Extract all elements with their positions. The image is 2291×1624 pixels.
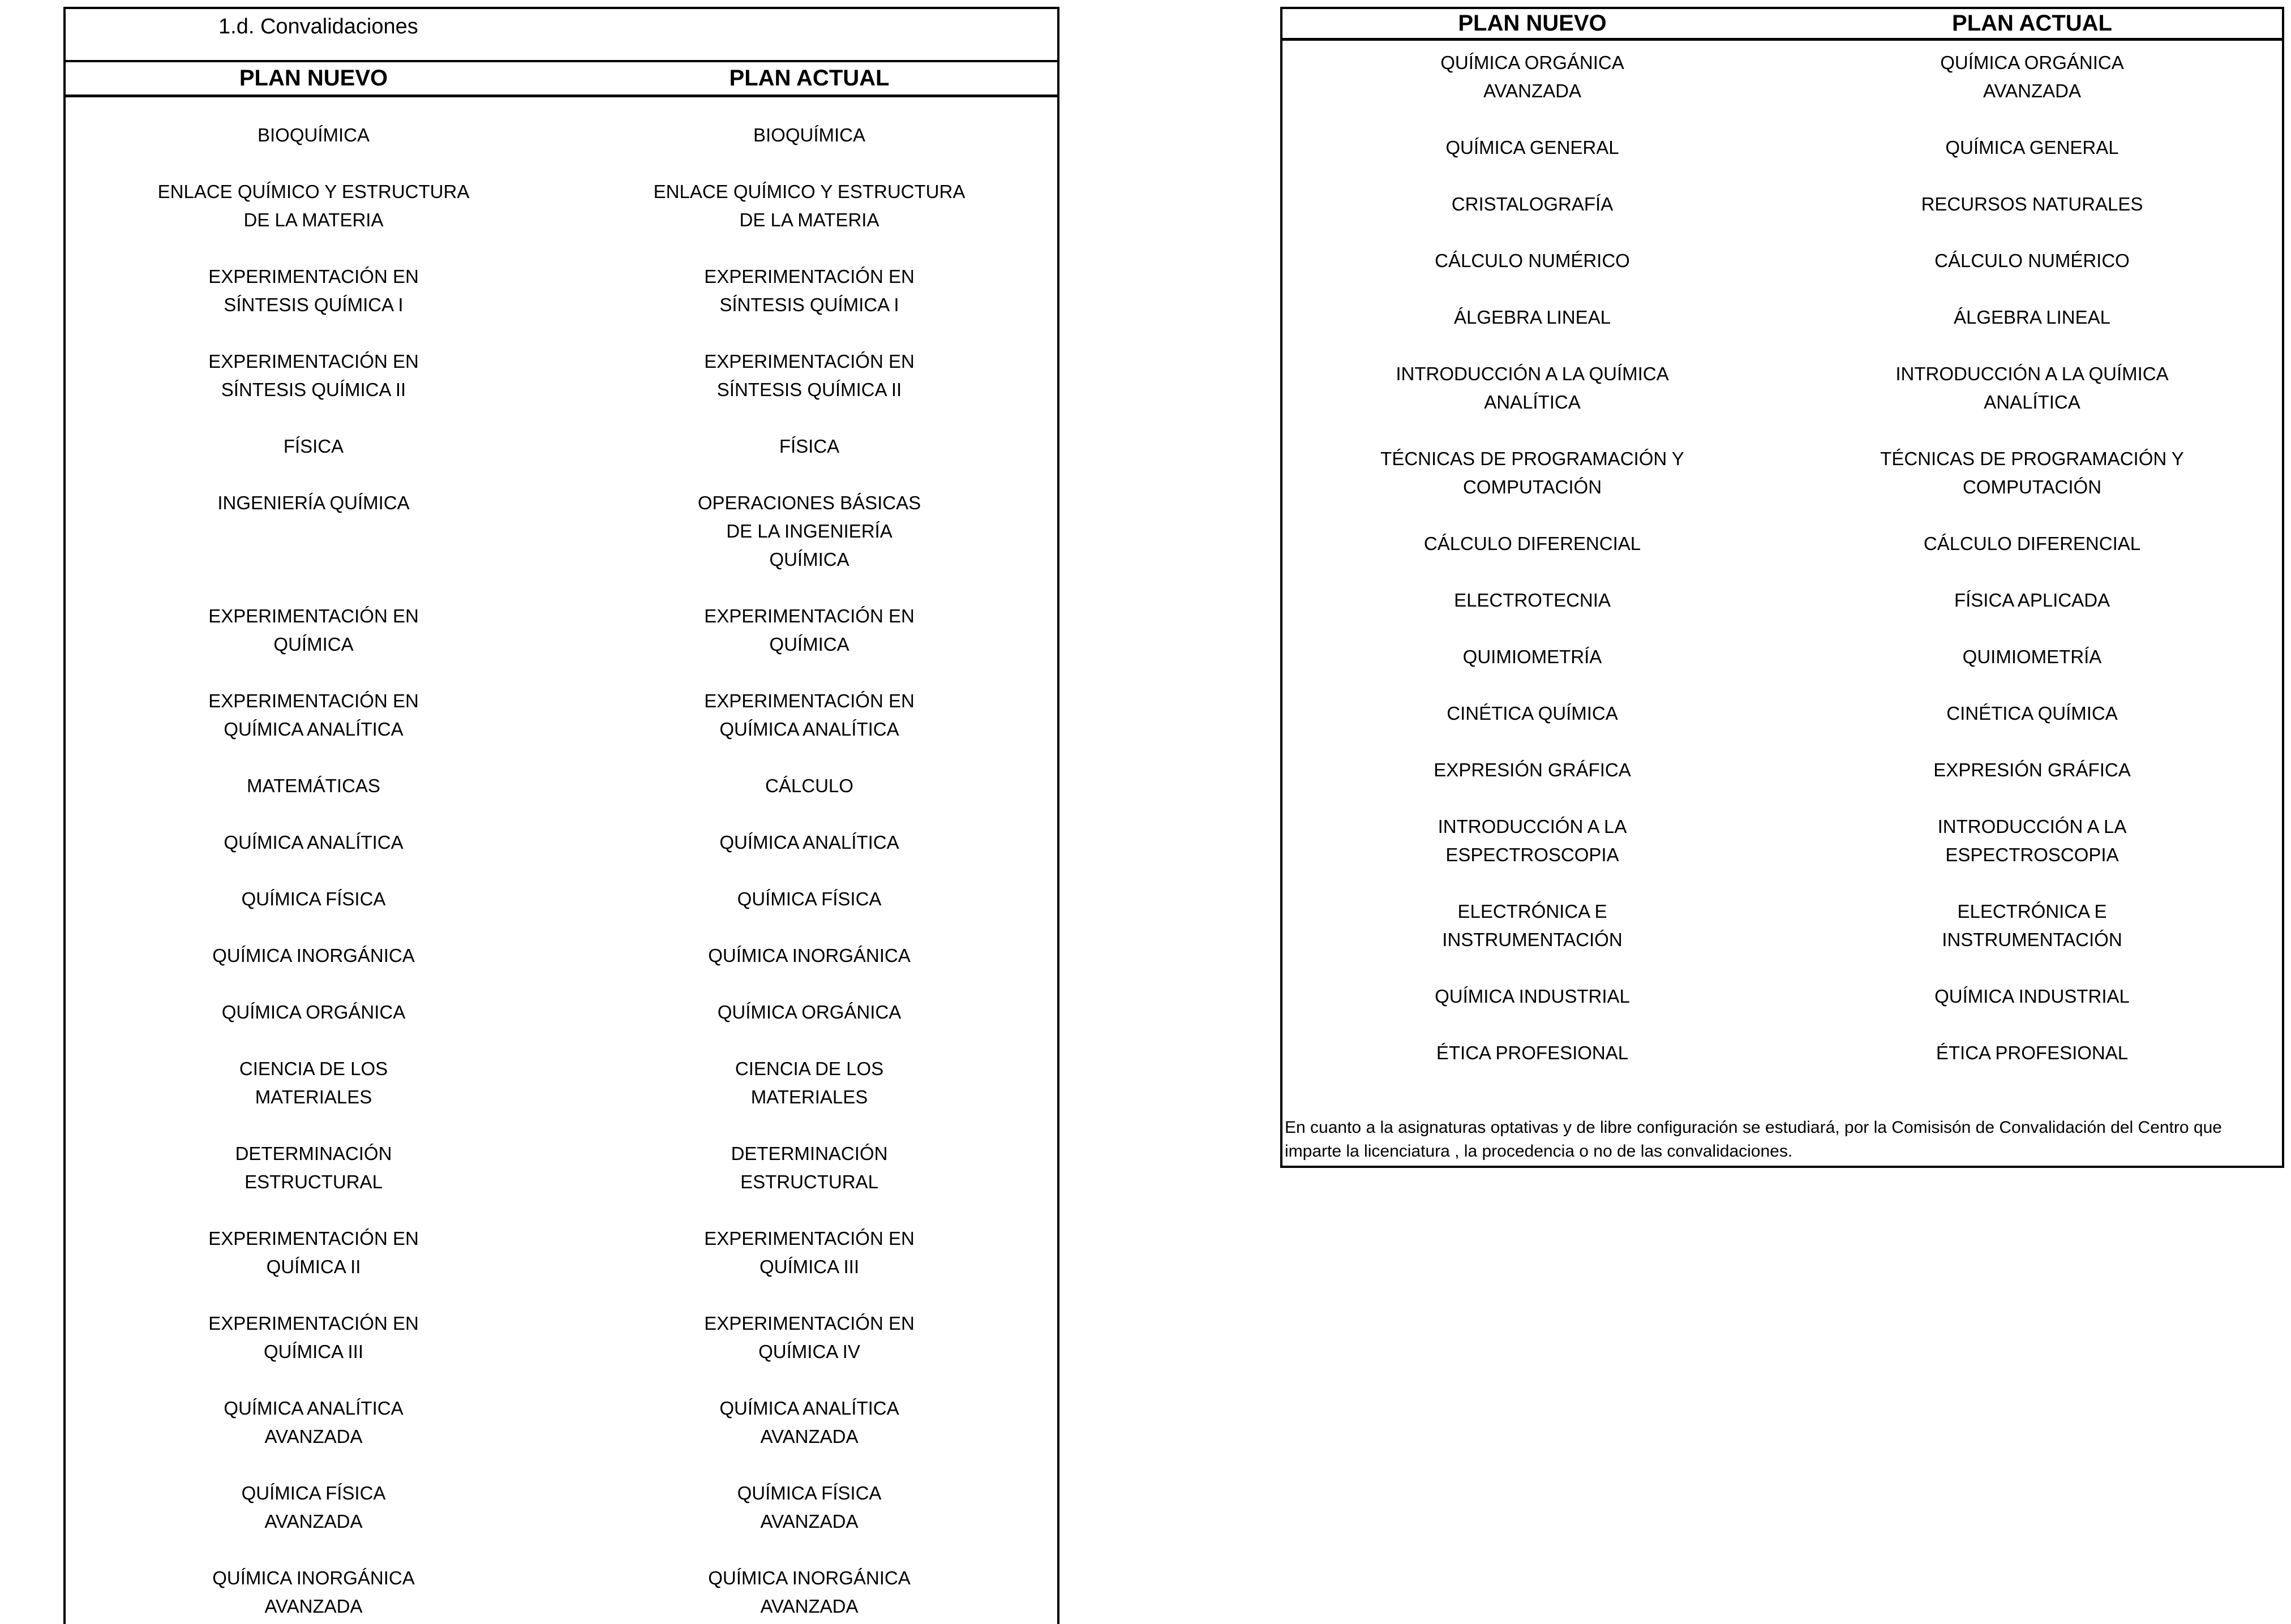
cell-plan-nuevo: INGENIERÍA QUÍMICA: [217, 492, 410, 513]
left-convalidation-table: [63, 7, 1059, 1624]
table-row: [66, 489, 1057, 574]
cell-plan-nuevo: EXPERIMENTACIÓN EN QUÍMICA III: [208, 1313, 419, 1362]
table-row: [66, 1140, 1057, 1196]
cell-plan-nuevo: QUÍMICA ANALÍTICA: [224, 832, 404, 853]
cell-plan-nuevo: CIENCIA DE LOS MATERIALES: [239, 1058, 388, 1107]
cell-plan-actual: QUÍMICA GENERAL: [1945, 137, 2119, 158]
cell-plan-nuevo: ELECTROTECNIA: [1454, 590, 1611, 611]
cell-plan-nuevo: QUÍMICA INORGÁNICA AVANZADA: [212, 1567, 415, 1617]
table-row: [1282, 134, 2282, 162]
table-row: [1282, 190, 2282, 218]
cell-plan-actual: EXPRESIÓN GRÁFICA: [1933, 759, 2131, 780]
table-row: [66, 1309, 1057, 1366]
cell-plan-nuevo: QUIMIOMETRÍA: [1462, 646, 1602, 667]
cell-plan-nuevo: EXPERIMENTACIÓN EN QUÍMICA ANALÍTICA: [208, 690, 419, 740]
cell-plan-nuevo: FÍSICA: [283, 436, 344, 457]
left-rows: [66, 97, 1057, 1621]
cell-plan-actual: EXPERIMENTACIÓN EN QUÍMICA IV: [704, 1313, 915, 1362]
table-row: [1282, 303, 2282, 332]
cell-plan-nuevo: QUÍMICA INDUSTRIAL: [1435, 986, 1630, 1007]
cell-plan-nuevo: ÁLGEBRA LINEAL: [1454, 307, 1611, 328]
footnote: En cuanto a la asignaturas optativas y de libre configuración se estudiará, por la Comisisón de Convalidación del Centro que imparte la licenciatura , la procedencia o no de las convalidaciones.: [1285, 1118, 2222, 1161]
table-row: [1282, 813, 2282, 869]
cell-plan-nuevo: DETERMINACIÓN ESTRUCTURAL: [235, 1143, 392, 1192]
cell-plan-actual: FÍSICA: [779, 436, 840, 457]
table-row: [1282, 360, 2282, 416]
cell-plan-nuevo: INTRODUCCIÓN A LA QUÍMICA ANALÍTICA: [1396, 363, 1669, 413]
cell-plan-nuevo: ENLACE QUÍMICO Y ESTRUCTURA DE LA MATERIA: [157, 181, 470, 230]
table-row: [66, 687, 1057, 744]
cell-plan-nuevo: BIOQUÍMICA: [257, 124, 370, 145]
cell-plan-actual: QUÍMICA ORGÁNICA: [717, 1002, 902, 1022]
table-row: [1282, 49, 2282, 105]
cell-plan-actual: QUÍMICA ANALÍTICA: [719, 832, 899, 853]
cell-plan-actual: ÉTICA PROFESIONAL: [1936, 1042, 2129, 1063]
table-row: [66, 263, 1057, 319]
cell-plan-nuevo: EXPRESIÓN GRÁFICA: [1434, 759, 1631, 780]
cell-plan-actual: EXPERIMENTACIÓN EN QUÍMICA ANALÍTICA: [704, 690, 915, 740]
header-plan-nuevo: PLAN NUEVO: [1458, 11, 1607, 36]
table-row: [66, 1055, 1057, 1111]
cell-plan-nuevo: EXPERIMENTACIÓN EN SÍNTESIS QUÍMICA I: [208, 266, 419, 315]
cell-plan-nuevo: QUÍMICA GENERAL: [1445, 137, 1619, 158]
cell-plan-actual: ELECTRÓNICA E INSTRUMENTACIÓN: [1942, 901, 2122, 950]
cell-plan-actual: QUÍMICA INORGÁNICA AVANZADA: [708, 1567, 911, 1617]
cell-plan-actual: DETERMINACIÓN ESTRUCTURAL: [731, 1143, 888, 1192]
header-plan-actual: PLAN ACTUAL: [729, 66, 890, 91]
header-plan-nuevo: PLAN NUEVO: [239, 66, 388, 91]
table-row: [1282, 247, 2282, 275]
cell-plan-nuevo: QUÍMICA ORGÁNICA AVANZADA: [1440, 52, 1624, 101]
cell-plan-nuevo: QUÍMICA FÍSICA: [241, 888, 386, 909]
cell-plan-actual: QUÍMICA ORGÁNICA AVANZADA: [1940, 52, 2124, 101]
right-rows: [1282, 41, 2282, 1067]
table-row: [1282, 1039, 2282, 1067]
table-row: [66, 942, 1057, 970]
table-row: [1282, 530, 2282, 558]
table-row: [1282, 897, 2282, 954]
cell-plan-nuevo: CINÉTICA QUÍMICA: [1447, 703, 1618, 724]
cell-plan-nuevo: EXPERIMENTACIÓN EN SÍNTESIS QUÍMICA II: [208, 351, 419, 400]
table-row: [66, 1479, 1057, 1536]
cell-plan-actual: CÁLCULO DIFERENCIAL: [1923, 533, 2141, 554]
cell-plan-nuevo: QUÍMICA FÍSICA AVANZADA: [241, 1483, 386, 1532]
table-row: [1282, 586, 2282, 615]
table-row: [66, 602, 1057, 659]
cell-plan-actual: QUIMIOMETRÍA: [1962, 646, 2102, 667]
right-convalidation-table: [1280, 7, 2284, 1168]
cell-plan-actual: ÁLGEBRA LINEAL: [1954, 307, 2110, 328]
cell-plan-actual: QUÍMICA INORGÁNICA: [708, 945, 911, 966]
cell-plan-actual: CÁLCULO: [765, 775, 853, 796]
cell-plan-nuevo: TÉCNICAS DE PROGRAMACIÓN Y COMPUTACIÓN: [1380, 448, 1684, 497]
cell-plan-nuevo: ÉTICA PROFESIONAL: [1436, 1042, 1629, 1063]
cell-plan-actual: EXPERIMENTACIÓN EN SÍNTESIS QUÍMICA II: [704, 351, 915, 400]
cell-plan-actual: CIENCIA DE LOS MATERIALES: [735, 1058, 884, 1107]
cell-plan-actual: RECURSOS NATURALES: [1921, 194, 2143, 214]
cell-plan-nuevo: EXPERIMENTACIÓN EN QUÍMICA II: [208, 1228, 419, 1277]
cell-plan-nuevo: ELECTRÓNICA E INSTRUMENTACIÓN: [1442, 901, 1623, 950]
table-row: [66, 347, 1057, 404]
cell-plan-nuevo: INTRODUCCIÓN A LA ESPECTROSCOPIA: [1438, 816, 1627, 865]
table-row: [66, 178, 1057, 234]
cell-plan-actual: EXPERIMENTACIÓN EN QUÍMICA: [704, 605, 915, 655]
cell-plan-actual: CINÉTICA QUÍMICA: [1946, 703, 2118, 724]
cell-plan-nuevo: QUÍMICA ANALÍTICA AVANZADA: [224, 1398, 404, 1447]
table-row: [66, 1394, 1057, 1451]
table-row: [66, 885, 1057, 913]
table-row: [1282, 982, 2282, 1011]
cell-plan-nuevo: MATEMÁTICAS: [247, 775, 380, 796]
cell-plan-actual: BIOQUÍMICA: [753, 124, 866, 145]
table-row: [66, 998, 1057, 1026]
cell-plan-nuevo: CÁLCULO DIFERENCIAL: [1423, 533, 1641, 554]
table-row: [66, 828, 1057, 857]
cell-plan-actual: INTRODUCCIÓN A LA QUÍMICA ANALÍTICA: [1895, 363, 2169, 413]
table-row: [66, 1225, 1057, 1281]
cell-plan-actual: TÉCNICAS DE PROGRAMACIÓN Y COMPUTACIÓN: [1880, 448, 2184, 497]
cell-plan-actual: QUÍMICA FÍSICA: [737, 888, 882, 909]
cell-plan-actual: EXPERIMENTACIÓN EN QUÍMICA III: [704, 1228, 915, 1277]
cell-plan-nuevo: EXPERIMENTACIÓN EN QUÍMICA: [208, 605, 419, 655]
table-row: [1282, 699, 2282, 728]
table-row: [1282, 756, 2282, 784]
cell-plan-actual: ENLACE QUÍMICO Y ESTRUCTURA DE LA MATERIA: [653, 181, 966, 230]
cell-plan-actual: INTRODUCCIÓN A LA ESPECTROSCOPIA: [1937, 816, 2127, 865]
table-row: [1282, 445, 2282, 501]
cell-plan-actual: QUÍMICA INDUSTRIAL: [1934, 986, 2130, 1007]
table-row: [66, 121, 1057, 149]
table-row: [66, 432, 1057, 461]
cell-plan-actual: FÍSICA APLICADA: [1954, 590, 2110, 611]
table-row: [66, 1564, 1057, 1621]
left-column-headers: [66, 62, 1057, 97]
header-plan-actual: PLAN ACTUAL: [1952, 11, 2112, 36]
cell-plan-actual: EXPERIMENTACIÓN EN SÍNTESIS QUÍMICA I: [704, 266, 915, 315]
cell-plan-nuevo: CÁLCULO NUMÉRICO: [1435, 250, 1630, 271]
cell-plan-actual: OPERACIONES BÁSICAS DE LA INGENIERÍA QUÍMICA: [697, 492, 921, 570]
cell-plan-nuevo: QUÍMICA INORGÁNICA: [212, 945, 415, 966]
cell-plan-nuevo: QUÍMICA ORGÁNICA: [221, 1002, 406, 1022]
cell-plan-actual: CÁLCULO NUMÉRICO: [1934, 250, 2130, 271]
cell-plan-actual: QUÍMICA FÍSICA AVANZADA: [737, 1483, 882, 1532]
table-row: [1282, 643, 2282, 671]
table-row: [66, 772, 1057, 800]
cell-plan-actual: QUÍMICA ANALÍTICA AVANZADA: [719, 1398, 899, 1447]
section-title: 1.d. Convalidaciones: [66, 9, 1057, 62]
right-column-headers: [1282, 9, 2282, 41]
cell-plan-nuevo: CRISTALOGRAFÍA: [1451, 194, 1614, 214]
